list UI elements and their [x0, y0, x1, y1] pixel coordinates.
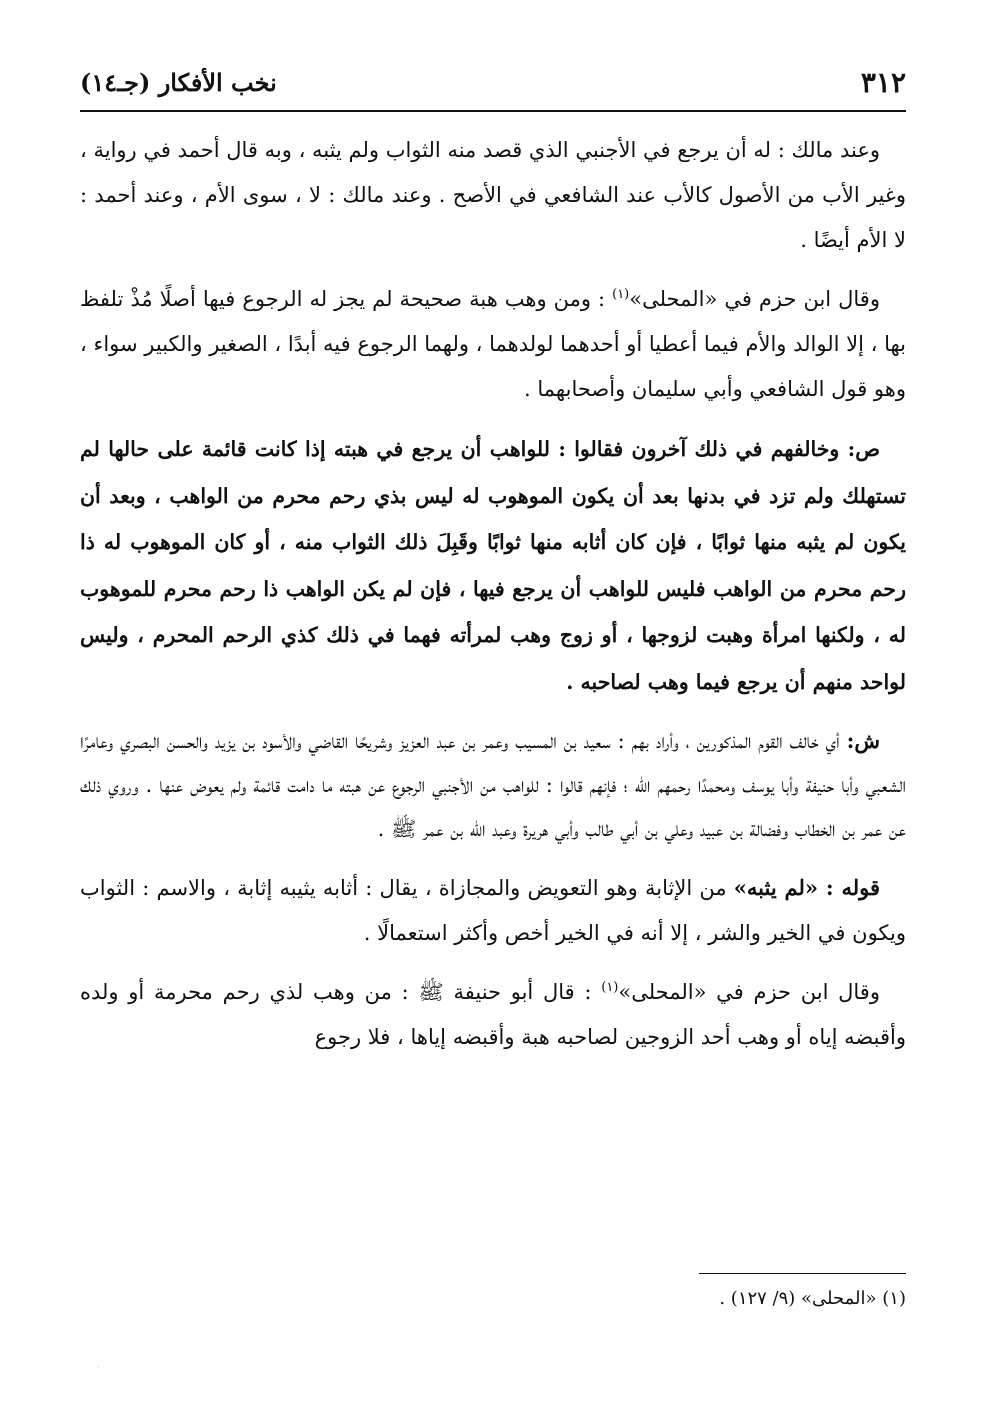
footnote-ref-1: (١): [612, 287, 630, 302]
corner-mark: ·: [97, 1363, 100, 1373]
running-header: [80, 62, 906, 102]
paragraph-2-text: : ومن وهب هبة صحيحة لم يجز له الرجوع فيها أصلًا مُذْ تلفظ بها ، إلا الوالد والأم فيما أعطيا أو أحدهما لولدهما ، ولهما الرجوع فيه أبدًا ، الصغير والكبير سواء ، وهو قول الشافعي وأبي سليمان وأصحابهما .: [80, 287, 906, 401]
main-text: [80, 128, 906, 1074]
qawluhu-marker: قوله : «لم يثبه»: [733, 875, 880, 900]
sharh-text: أي خالف القوم المذكورين ، وأراد بهم : سعيد بن المسيب وعمر بن عبد العزيز وشريحًا القاضي والأسود بن يزيد والحسن البصري وعامرًا الشعبي وأبا حنيفة وأبا يوسف ومحمدًا رحمهم الله ؛ فإنهم قالوا : للواهب من الأجنبي الرجوع عن هبته ما دامت قائمة ولم يعوض عنها . وروي ذلك عن عمر بن الخطاب وفضالة بن عبيد وعلي بن أبي طالب وأبي هريرة وعبد الله بن عمر ﷺ .: [80, 729, 906, 841]
footnote-divider: [699, 1273, 906, 1274]
footnote-ref-2: (١): [601, 980, 619, 995]
paragraph-6-lead: وقال ابن حزم في «المحلى»: [618, 980, 880, 1004]
paragraph-6-text: : قال أبو حنيفة ﷺ : من وهب لذي رحم محرمة أو ولده وأقبضه إياه أو وهب أحد الزوجين لصاحبه هبة وأقبضه إياها ، فلا رجوع: [80, 980, 906, 1049]
paragraph-5-text: من الإثابة وهو التعويض والمجازاة ، يقال : أثابه يثيبه إثابة ، والاسم : الثواب ويكون في الخير والشر ، إلا أنه في الخير أخص وأكثر استعمالًا .: [80, 876, 906, 945]
footnotes: [80, 1282, 906, 1316]
book-title: نخب الأفكار (جـ١٤): [80, 67, 277, 97]
paragraph-2: [80, 277, 906, 412]
header-divider: [80, 110, 906, 112]
paragraph-6: [80, 970, 906, 1060]
paragraph-1-text: وعند مالك : له أن يرجع في الأجنبي الذي قصد منه الثواب ولم يثبه ، وبه قال أحمد في رواية ، وغير الأب من الأصول كالأب عند الشافعي في الأصح . وعند مالك : لا ، سوى الأم ، وعند أحمد : لا الأم أيضًا .: [80, 138, 906, 252]
sharh-marker: ش:: [846, 728, 880, 753]
matn-text: وخالفهم في ذلك آخرون فقالوا : للواهب أن يرجع في هبته إذا كانت قائمة على حالها لم تستهلك ولم تزد في بدنها بعد أن يكون الموهوب له ليس بذي رحم محرم من الواهب ، وبعد أن يكون لم يثبه منها ثوابًا ، فإن كان أثابه منها ثوابًا وقَبِلَ ذلك الثواب منه ، أو كان الموهوب له ذا رحم محرم من الواهب فليس للواهب أن يرجع فيها ، فإن لم يكن الواهب ذا رحم محرم للموهوب له ، ولكنها امرأة وهبت لزوجها ، أو زوج وهب لمرأته فهما في ذلك كذي الرحم المحرم ، وليس لواحد منهم أن يرجع فيما وهب لصاحبه .: [80, 437, 906, 694]
sharh-paragraph: [80, 719, 906, 851]
matn-marker: ص:: [847, 437, 880, 461]
paragraph-1: [80, 128, 906, 263]
matn-paragraph: [80, 426, 906, 705]
paragraph-5: [80, 865, 906, 956]
paragraph-2-lead: وقال ابن حزم في «المحلى»: [629, 287, 880, 311]
page-number: ٣١٢: [860, 65, 906, 99]
footnote-1: (١) «المحلى» (٩/ ١٢٧) .: [719, 1288, 906, 1309]
